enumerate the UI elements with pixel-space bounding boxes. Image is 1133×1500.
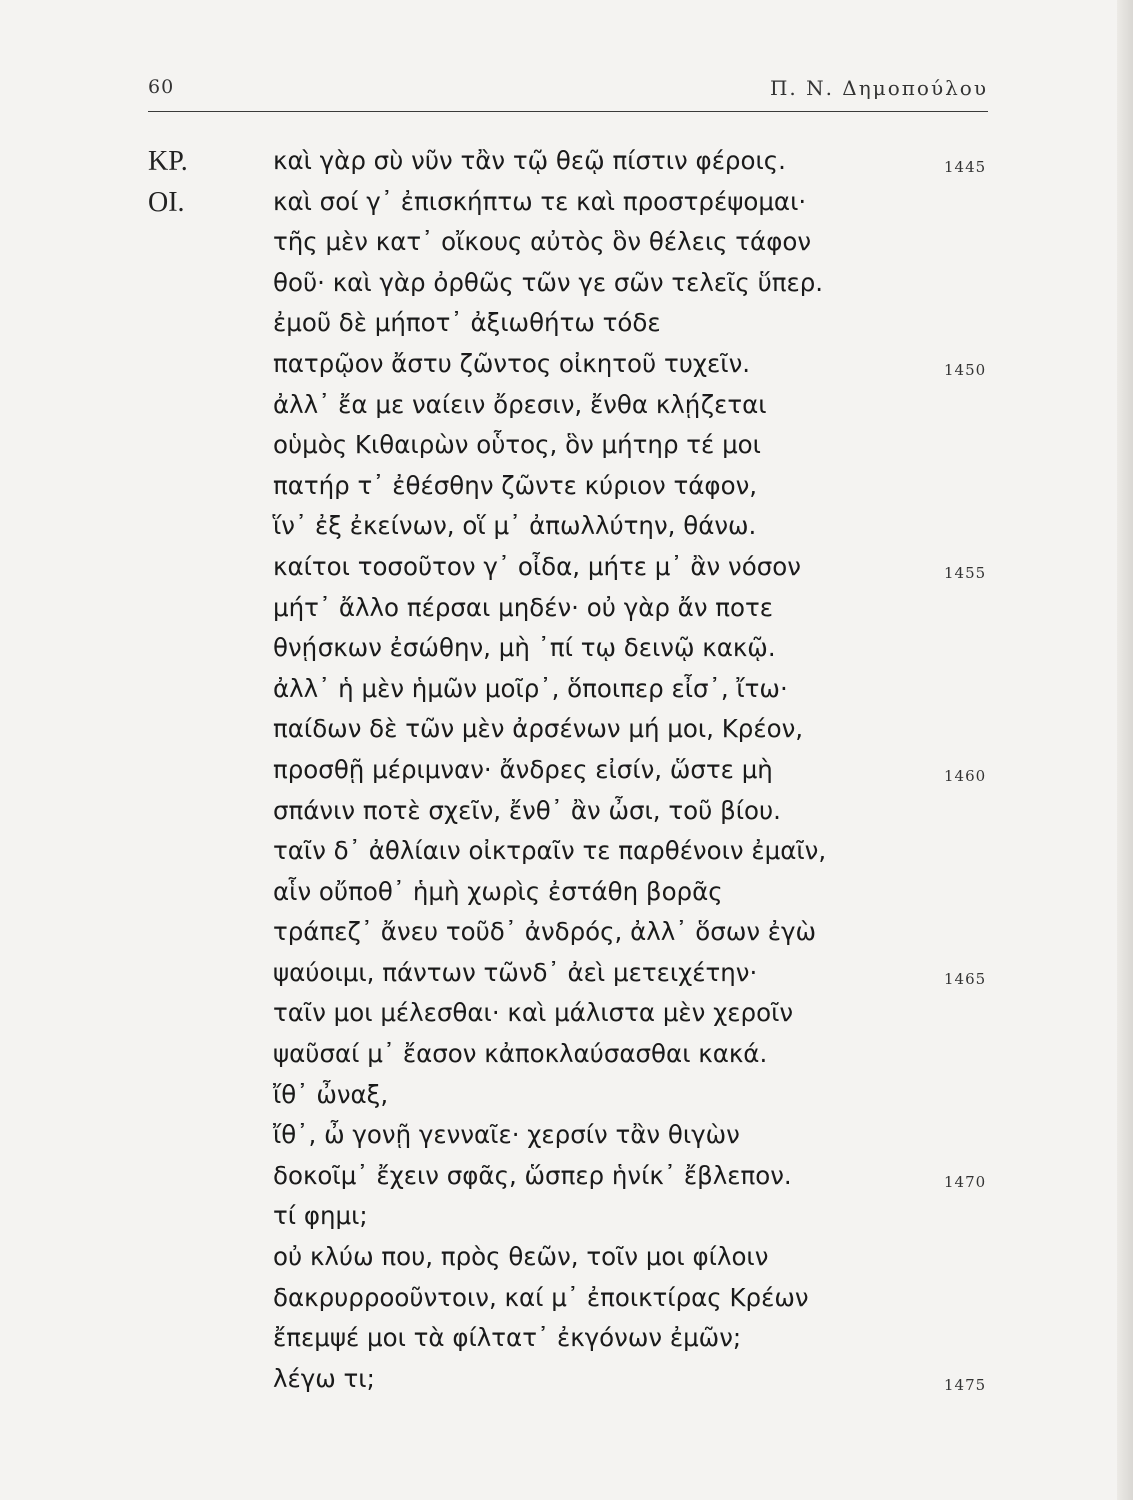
speaker-label: ΚΡ. [148, 146, 188, 177]
verse-text: μήτ᾽ ἄλλο πέρσαι μηδέν· οὐ γὰρ ἄν ποτε [273, 592, 774, 622]
verse-line [148, 917, 1000, 958]
verse-text: τῆς μὲν κατ᾽ οἴκους αὐτὸς ὃν θέλεις τάφον [273, 227, 812, 257]
verse-line [148, 1364, 1000, 1405]
header-rule [148, 111, 988, 112]
line-number: 1465 [944, 969, 987, 988]
verse-line [148, 1242, 1000, 1283]
verse-line [148, 796, 1000, 837]
verse-line [148, 593, 1000, 634]
line-number: 1450 [944, 360, 987, 379]
verse-line [148, 1201, 1000, 1242]
verse-line [148, 430, 1000, 471]
verse-line [148, 308, 1000, 349]
verse-line [148, 836, 1000, 877]
verse-line [148, 390, 1000, 431]
verse-text: ἐμοῦ δὲ μήποτ᾽ ἀξιωθήτω τόδε [273, 308, 661, 338]
line-number: 1445 [944, 158, 987, 176]
verse-line [148, 633, 1000, 674]
verse-line [148, 552, 1000, 593]
verse-text: τράπεζ᾽ ἄνευ τοῦδ᾽ ἀνδρός, ἀλλ᾽ ὅσων ἐγὼ [273, 917, 817, 947]
verse-text: λέγω τι; [273, 1363, 375, 1393]
speaker-label: ΟΙ. [148, 186, 185, 218]
verse-text: καὶ γὰρ σὺ νῦν τἂν τῷ θεῷ πίστιν φέροις. [273, 146, 786, 175]
verse-text: προσθῇ μέριμναν· ἄνδρες εἰσίν, ὥστε μὴ [273, 754, 773, 784]
verse-line [148, 877, 1000, 918]
verse-line [148, 1323, 1000, 1364]
verse-line [148, 146, 1000, 187]
verse-line [148, 1161, 1000, 1202]
page-header [148, 76, 988, 116]
verse-text: οὐ κλύω που, πρὸς θεῶν, τοῖν μοι φίλοιν [273, 1242, 769, 1272]
verse-text: πατήρ τ᾽ ἐθέσθην ζῶντε κύριον τάφον, [273, 470, 758, 500]
verse-text: ταῖν μοι μέλεσθαι· καὶ μάλιστα μὲν χεροῖν [273, 998, 794, 1028]
verse-line [148, 227, 1000, 268]
verse-line [148, 1283, 1000, 1324]
verse-line [148, 187, 1000, 228]
verse-text: ἀλλ᾽ ἡ μὲν ἡμῶν μοῖρ᾽, ὅποιπερ εἶσ᾽, ἴτω· [273, 673, 788, 703]
verse-text: αἷν οὔποθ᾽ ἡμὴ χωρὶς ἐστάθη βορᾶς [273, 876, 723, 906]
verse-text: θοῦ· καὶ γὰρ ὀρθῶς τῶν γε σῶν τελεῖς ὕπερ. [273, 267, 824, 297]
verse-line [148, 471, 1000, 512]
verse-line [148, 998, 1000, 1039]
verse-line [148, 674, 1000, 715]
verse-text: δοκοῖμ᾽ ἔχειν σφᾶς, ὥσπερ ἡνίκ᾽ ἔβλεπον. [273, 1160, 792, 1190]
verse-text: παίδων δὲ τῶν μὲν ἀρσένων μή μοι, Κρέον, [273, 714, 804, 744]
verse-text: καὶ σοί γ᾽ ἐπισκήπτω τε καὶ προστρέψομαι· [273, 186, 807, 216]
verse-line [148, 1120, 1000, 1161]
line-number: 1460 [944, 766, 987, 785]
verse-line [148, 511, 1000, 552]
verse-line [148, 1039, 1000, 1080]
verse-text: ἴθ᾽, ὦ γονῇ γενναῖε· χερσίν τἂν θιγὼν [273, 1120, 740, 1150]
verse-line [148, 755, 1000, 796]
verse-text: οὑμὸς Κιθαιρὼν οὗτος, ὃν μήτηρ τέ μοι [273, 430, 761, 460]
verse-text: θνῄσκων ἐσώθην, μὴ ᾽πί τῳ δεινῷ κακῷ. [273, 633, 776, 663]
verse-text: σπάνιν ποτὲ σχεῖν, ἔνθ᾽ ἂν ὦσι, τοῦ βίου. [273, 795, 781, 825]
verse-text: ψαῦσαί μ᾽ ἔασον κἀποκλαύσασθαι κακά. [273, 1039, 768, 1069]
verse-text: πατρῷον ἄστυ ζῶντος οἰκητοῦ τυχεῖν. [273, 348, 751, 378]
page-edge [1117, 0, 1133, 1500]
verse-text: καίτοι τοσοῦτον γ᾽ οἶδα, μήτε μ᾽ ἂν νόσον [273, 551, 801, 581]
verse-line [148, 349, 1000, 390]
line-number: 1475 [944, 1375, 987, 1394]
page-number: 60 [148, 76, 175, 98]
line-number: 1470 [944, 1172, 987, 1191]
verse-text: δακρυρροοῦντοιν, καί μ᾽ ἐποικτίρας Κρέων [273, 1282, 809, 1312]
verse-line [148, 958, 1000, 999]
line-number: 1455 [944, 563, 987, 582]
verse-text: ἵν᾽ ἐξ ἐκείνων, οἵ μ᾽ ἀπωλλύτην, θάνω. [273, 511, 757, 541]
verse-text: ψαύοιμι, πάντων τῶνδ᾽ ἀεὶ μετειχέτην· [273, 957, 758, 987]
verse-text: τί φημι; [273, 1201, 368, 1231]
verse-text: ἀλλ᾽ ἔα με ναίειν ὄρεσιν, ἔνθα κλῄζεται [273, 389, 767, 419]
verse-block [148, 146, 1000, 1404]
verse-line [148, 268, 1000, 309]
verse-line [148, 1080, 1000, 1121]
running-head: Π. Ν. Δημοπούλου [769, 76, 988, 100]
verse-text: ἔπεμψέ μοι τὰ φίλτατ᾽ ἐκγόνων ἐμῶν; [273, 1323, 742, 1353]
verse-text: ἴθ᾽ ὦναξ, [273, 1079, 389, 1109]
verse-line [148, 714, 1000, 755]
verse-text: ταῖν δ᾽ ἀθλίαιν οἰκτραῖν τε παρθένοιν ἐμαῖν, [273, 836, 827, 866]
